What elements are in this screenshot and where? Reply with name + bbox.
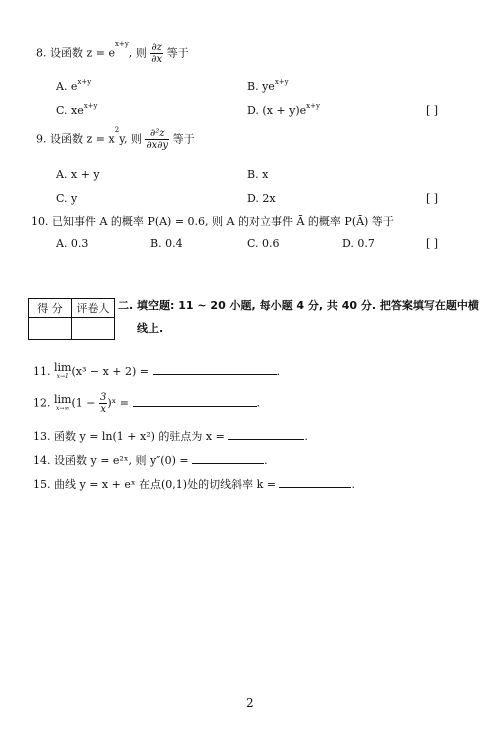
q9-option-a: A. x + y (56, 168, 100, 181)
question-15: 15. 曲线 y = x + eˣ 在点(0,1)处的切线斜率 k = . (33, 478, 355, 491)
section-2-title-cont: 线上. (137, 322, 164, 335)
q10-option-a: A. 0.3 (56, 237, 89, 250)
answer-blank-13[interactable] (228, 438, 304, 440)
q9-option-c: C. y (56, 192, 78, 205)
page-number: 2 (246, 696, 254, 710)
question-8-stem: 8. 设函数 $z = e^{x+y}$, 则 $\frac{\partial z}{\partial x}$ 等于 (36, 40, 189, 65)
grader-cell (72, 318, 115, 340)
q10-option-c: C. 0.6 (247, 237, 280, 250)
q8-option-a: A. $e^{x+y}$ (56, 78, 92, 93)
partial-derivative-fraction: $\frac{\partial z}{\partial x}$ (151, 42, 163, 65)
q10-option-b: B. 0.4 (150, 237, 183, 250)
q9-option-b: B. x (247, 168, 269, 181)
q10-option-d: D. 0.7 (342, 237, 375, 250)
q9-option-d: D. 2x (247, 192, 276, 205)
q8-option-b: B. $ye^{x+y}$ (247, 78, 289, 93)
question-12: 12. lim x→∞ (1 − $\frac{3}{x}$ )ˣ = . (33, 392, 261, 415)
answer-blank-11[interactable] (153, 373, 277, 375)
question-9-stem: 9. 设函数 $z = x^2y$, 则 $\frac{\text{∂²z}}{\partial x\partial y}$ 等于 (36, 126, 195, 151)
answer-blank-12[interactable] (133, 405, 257, 407)
section-2-title: 二. 填空题: 11 ~ 20 小题, 每小题 4 分, 共 40 分. 把答案填写在题中横 (118, 299, 479, 312)
score-cell (29, 318, 72, 340)
grader-header: 评卷人 (72, 299, 115, 318)
question-14: 14. 设函数 y = e²ˣ, 则 y″(0) = . (33, 454, 268, 467)
q8-option-c: C. $xe^{x+y}$ (56, 102, 98, 117)
q10-answer-bracket: [ ] (426, 237, 439, 250)
answer-blank-15[interactable] (279, 486, 351, 488)
score-table (28, 298, 115, 340)
question-10-stem: 10. 已知事件 A 的概率 P(A) = 0.6, 则 A 的对立事件 Ā 的概率 P(Ā) 等于 (31, 215, 394, 228)
score-header: 得 分 (29, 299, 72, 318)
question-11: 11. lim x→1 (x³ − x + 2) = . (33, 361, 281, 380)
q8-option-d: D. $(x + y)e^{x+y}$ (247, 102, 320, 117)
q8-answer-bracket: [ ] (426, 104, 439, 117)
mixed-partial-fraction: $\frac{\text{∂²z}}{\partial x\partial y}$ (146, 128, 169, 151)
answer-blank-14[interactable] (192, 462, 264, 464)
question-13: 13. 函数 y = ln(1 + x²) 的驻点为 x = . (33, 430, 308, 443)
q9-answer-bracket: [ ] (426, 192, 439, 205)
